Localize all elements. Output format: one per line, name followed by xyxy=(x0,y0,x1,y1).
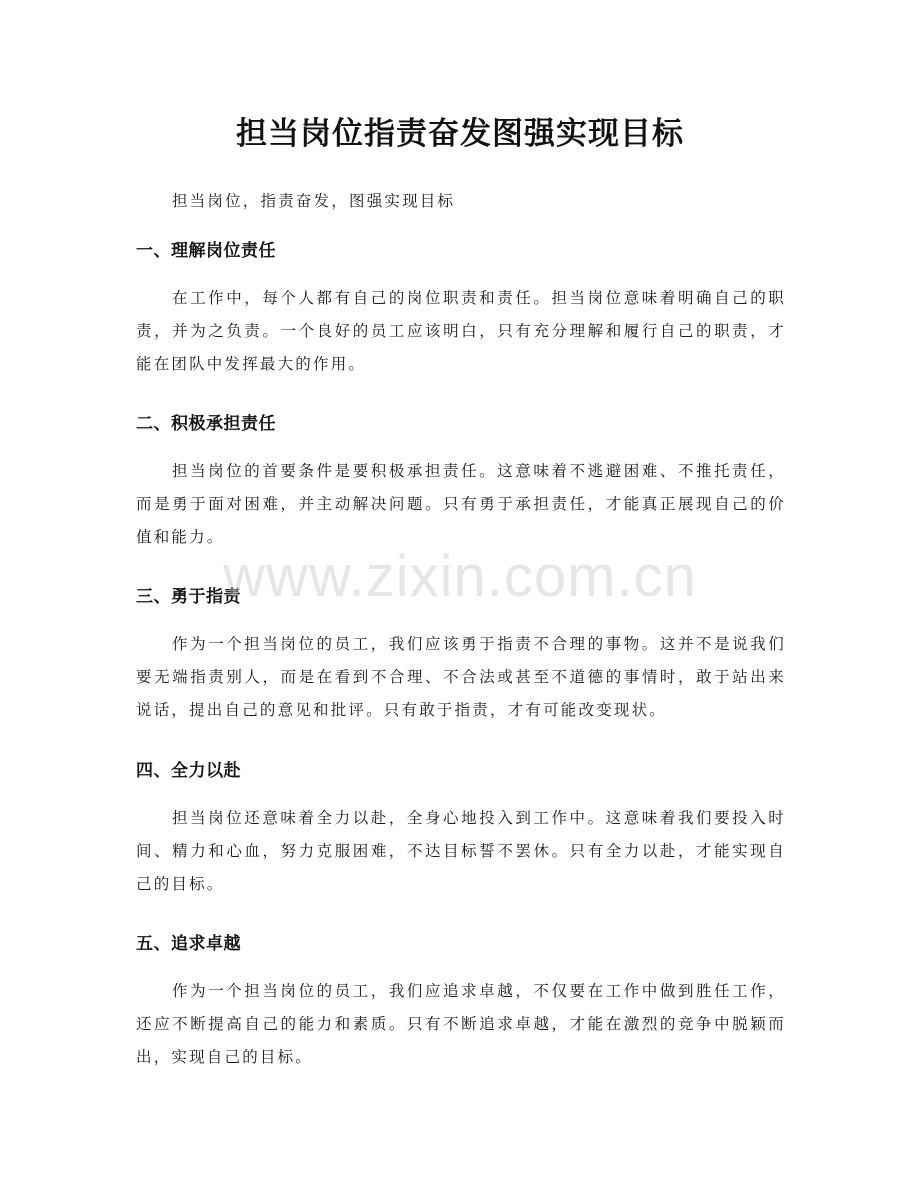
section-4 xyxy=(136,759,786,901)
section-2 xyxy=(136,412,786,554)
section-heading: 二、积极承担责任 xyxy=(136,414,276,434)
watermark: www.zixin.com.cn xyxy=(223,544,697,609)
section-body: 作为一个担当岗位的员工，我们应该勇于指责不合理的事物。这并不是说我们要无端指责别人，而是在看到不合理、不合法或甚至不道德的事情时，敢于站出来说话，提出自己的意见和批评。只有敢于指责，才有可能改变现状。 xyxy=(136,635,786,719)
section-1 xyxy=(136,239,786,381)
section-body: 担当岗位还意味着全力以赴，全身心地投入到工作中。这意味着我们要投入时间、精力和心血，努力克服困难，不达目标誓不罢休。只有全力以赴，才能实现自己的目标。 xyxy=(136,809,786,893)
section-body: 作为一个担当岗位的员工，我们应追求卓越，不仅要在工作中做到胜任工作，还应不断提高自己的能力和素质。只有不断追求卓越，才能在激烈的竞争中脱颖而出，实现自己的目标。 xyxy=(136,982,786,1066)
section-5 xyxy=(136,932,786,1074)
section-3 xyxy=(136,585,786,727)
section-heading: 一、理解岗位责任 xyxy=(136,241,276,261)
section-heading: 三、勇于指责 xyxy=(136,587,241,607)
section-body: 担当岗位的首要条件是要积极承担责任。这意味着不逃避困难、不推托责任，而是勇于面对困难，并主动解决问题。只有勇于承担责任，才能真正展现自己的价值和能力。 xyxy=(136,462,786,546)
section-body: 在工作中，每个人都有自己的岗位职责和责任。担当岗位意味着明确自己的职责，并为之负责。一个良好的员工应该明白，只有充分理解和履行自己的职责，才能在团队中发挥最大的作用。 xyxy=(136,289,786,373)
page-title: 担当岗位指责奋发图强实现目标 xyxy=(236,116,684,152)
section-heading: 四、全力以赴 xyxy=(136,761,241,781)
subtitle: 担当岗位，指责奋发，图强实现目标 xyxy=(172,192,456,210)
section-heading: 五、追求卓越 xyxy=(136,934,241,954)
